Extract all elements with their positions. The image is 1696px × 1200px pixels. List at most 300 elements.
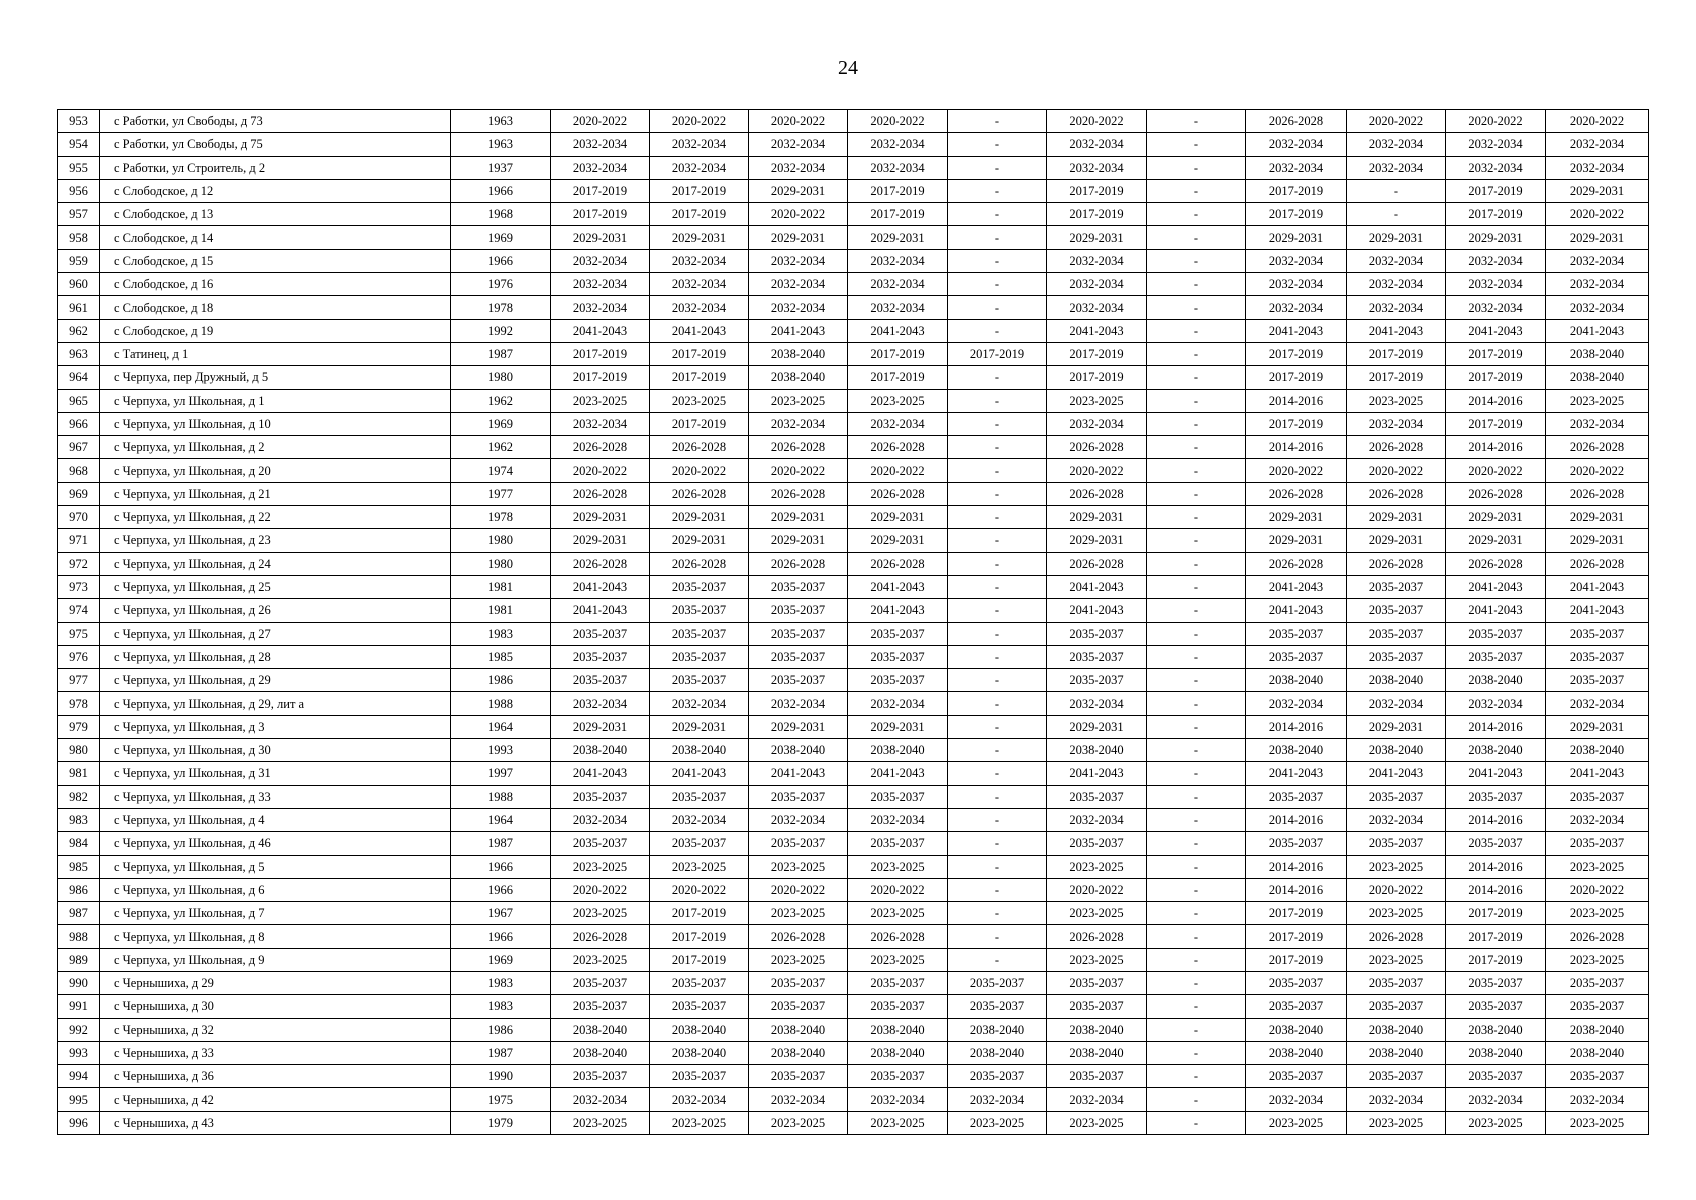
table-row bbox=[58, 156, 1649, 179]
cell-period-8: 2035-2037 bbox=[1246, 785, 1347, 808]
cell-period-3: 2041-2043 bbox=[749, 319, 848, 342]
cell-period-8: 2032-2034 bbox=[1246, 692, 1347, 715]
cell-period-7: - bbox=[1147, 715, 1246, 738]
cell-period-11: 2035-2037 bbox=[1546, 645, 1649, 668]
cell-period-7: - bbox=[1147, 482, 1246, 505]
cell-address: с Черпуха, ул Школьная, д 29, лит а bbox=[100, 692, 451, 715]
table-row bbox=[58, 739, 1649, 762]
cell-period-5: 2038-2040 bbox=[948, 1018, 1047, 1041]
cell-period-1: 2035-2037 bbox=[551, 645, 650, 668]
cell-period-8: 2032-2034 bbox=[1246, 1088, 1347, 1111]
cell-period-7: - bbox=[1147, 133, 1246, 156]
cell-period-6: 2023-2025 bbox=[1047, 948, 1147, 971]
cell-period-6: 2035-2037 bbox=[1047, 669, 1147, 692]
cell-build-year: 1963 bbox=[451, 133, 551, 156]
cell-period-4: 2032-2034 bbox=[848, 156, 948, 179]
cell-period-6: 2026-2028 bbox=[1047, 552, 1147, 575]
cell-period-6: 2032-2034 bbox=[1047, 296, 1147, 319]
cell-row-number: 976 bbox=[58, 645, 100, 668]
cell-period-6: 2026-2028 bbox=[1047, 925, 1147, 948]
cell-period-6: 2032-2034 bbox=[1047, 133, 1147, 156]
cell-period-3: 2035-2037 bbox=[749, 832, 848, 855]
cell-period-3: 2038-2040 bbox=[749, 366, 848, 389]
cell-row-number: 985 bbox=[58, 855, 100, 878]
cell-period-1: 2020-2022 bbox=[551, 878, 650, 901]
cell-row-number: 992 bbox=[58, 1018, 100, 1041]
cell-period-4: 2032-2034 bbox=[848, 692, 948, 715]
cell-period-7: - bbox=[1147, 459, 1246, 482]
cell-period-10: 2026-2028 bbox=[1446, 552, 1546, 575]
cell-period-4: 2023-2025 bbox=[848, 902, 948, 925]
cell-period-8: 2014-2016 bbox=[1246, 808, 1347, 831]
cell-period-9: 2032-2034 bbox=[1347, 133, 1446, 156]
cell-period-7: - bbox=[1147, 762, 1246, 785]
cell-period-10: 2023-2025 bbox=[1446, 1111, 1546, 1134]
cell-period-6: 2035-2037 bbox=[1047, 995, 1147, 1018]
cell-period-10: 2029-2031 bbox=[1446, 226, 1546, 249]
cell-period-10: 2029-2031 bbox=[1446, 506, 1546, 529]
table-row bbox=[58, 366, 1649, 389]
cell-period-3: 2032-2034 bbox=[749, 249, 848, 272]
cell-period-10: 2032-2034 bbox=[1446, 156, 1546, 179]
cell-period-5: - bbox=[948, 902, 1047, 925]
cell-period-4: 2041-2043 bbox=[848, 319, 948, 342]
cell-period-1: 2035-2037 bbox=[551, 995, 650, 1018]
cell-address: с Слободское, д 18 bbox=[100, 296, 451, 319]
cell-build-year: 1969 bbox=[451, 948, 551, 971]
cell-period-9: 2023-2025 bbox=[1347, 902, 1446, 925]
cell-period-10: 2038-2040 bbox=[1446, 1041, 1546, 1064]
cell-period-3: 2038-2040 bbox=[749, 1041, 848, 1064]
cell-period-1: 2029-2031 bbox=[551, 529, 650, 552]
cell-period-8: 2017-2019 bbox=[1246, 412, 1347, 435]
cell-address: с Черпуха, ул Школьная, д 8 bbox=[100, 925, 451, 948]
cell-period-7: - bbox=[1147, 878, 1246, 901]
cell-period-7: - bbox=[1147, 1041, 1246, 1064]
cell-period-6: 2032-2034 bbox=[1047, 808, 1147, 831]
cell-period-7: - bbox=[1147, 739, 1246, 762]
cell-period-9: 2026-2028 bbox=[1347, 552, 1446, 575]
cell-period-7: - bbox=[1147, 389, 1246, 412]
cell-period-10: 2032-2034 bbox=[1446, 133, 1546, 156]
cell-period-2: 2026-2028 bbox=[650, 436, 749, 459]
cell-period-5: - bbox=[948, 832, 1047, 855]
cell-build-year: 1963 bbox=[451, 110, 551, 133]
cell-period-6: 2026-2028 bbox=[1047, 482, 1147, 505]
cell-period-8: 2017-2019 bbox=[1246, 203, 1347, 226]
cell-period-6: 2020-2022 bbox=[1047, 878, 1147, 901]
cell-period-5: - bbox=[948, 226, 1047, 249]
cell-row-number: 972 bbox=[58, 552, 100, 575]
cell-period-5: 2035-2037 bbox=[948, 1065, 1047, 1088]
cell-period-5: - bbox=[948, 319, 1047, 342]
cell-period-5: - bbox=[948, 645, 1047, 668]
cell-period-11: 2023-2025 bbox=[1546, 389, 1649, 412]
cell-period-3: 2032-2034 bbox=[749, 133, 848, 156]
cell-address: с Чернышиха, д 42 bbox=[100, 1088, 451, 1111]
cell-row-number: 967 bbox=[58, 436, 100, 459]
cell-build-year: 1990 bbox=[451, 1065, 551, 1088]
cell-period-5: - bbox=[948, 762, 1047, 785]
cell-period-5: - bbox=[948, 296, 1047, 319]
cell-period-7: - bbox=[1147, 1065, 1246, 1088]
cell-period-4: 2035-2037 bbox=[848, 1065, 948, 1088]
cell-period-8: 2023-2025 bbox=[1246, 1111, 1347, 1134]
cell-period-5: - bbox=[948, 482, 1047, 505]
cell-period-11: 2023-2025 bbox=[1546, 855, 1649, 878]
cell-period-8: 2032-2034 bbox=[1246, 296, 1347, 319]
cell-period-7: - bbox=[1147, 669, 1246, 692]
cell-period-3: 2029-2031 bbox=[749, 226, 848, 249]
cell-period-6: 2029-2031 bbox=[1047, 529, 1147, 552]
cell-build-year: 1968 bbox=[451, 203, 551, 226]
cell-period-6: 2035-2037 bbox=[1047, 785, 1147, 808]
cell-period-11: 2038-2040 bbox=[1546, 1041, 1649, 1064]
cell-period-11: 2032-2034 bbox=[1546, 808, 1649, 831]
cell-period-9: 2035-2037 bbox=[1347, 1065, 1446, 1088]
table-row bbox=[58, 1111, 1649, 1134]
cell-period-7: - bbox=[1147, 785, 1246, 808]
cell-period-6: 2029-2031 bbox=[1047, 506, 1147, 529]
cell-period-8: 2041-2043 bbox=[1246, 575, 1347, 598]
cell-address: с Черпуха, ул Школьная, д 9 bbox=[100, 948, 451, 971]
cell-period-8: 2017-2019 bbox=[1246, 366, 1347, 389]
cell-build-year: 1983 bbox=[451, 995, 551, 1018]
cell-period-11: 2023-2025 bbox=[1546, 902, 1649, 925]
table-row bbox=[58, 715, 1649, 738]
cell-period-11: 2020-2022 bbox=[1546, 459, 1649, 482]
cell-address: с Черпуха, ул Школьная, д 2 bbox=[100, 436, 451, 459]
cell-period-9: 2041-2043 bbox=[1347, 762, 1446, 785]
cell-build-year: 1987 bbox=[451, 1041, 551, 1064]
cell-period-7: - bbox=[1147, 599, 1246, 622]
cell-row-number: 971 bbox=[58, 529, 100, 552]
cell-period-9: 2038-2040 bbox=[1347, 669, 1446, 692]
cell-period-4: 2041-2043 bbox=[848, 575, 948, 598]
cell-period-11: 2038-2040 bbox=[1546, 739, 1649, 762]
cell-period-4: 2020-2022 bbox=[848, 878, 948, 901]
cell-address: с Черпуха, ул Школьная, д 31 bbox=[100, 762, 451, 785]
cell-build-year: 1987 bbox=[451, 342, 551, 365]
cell-period-7: - bbox=[1147, 622, 1246, 645]
cell-period-3: 2038-2040 bbox=[749, 1018, 848, 1041]
cell-period-2: 2038-2040 bbox=[650, 739, 749, 762]
cell-period-9: 2032-2034 bbox=[1347, 692, 1446, 715]
cell-row-number: 995 bbox=[58, 1088, 100, 1111]
cell-period-9: 2020-2022 bbox=[1347, 878, 1446, 901]
cell-row-number: 982 bbox=[58, 785, 100, 808]
cell-period-10: 2038-2040 bbox=[1446, 1018, 1546, 1041]
cell-period-7: - bbox=[1147, 366, 1246, 389]
cell-period-10: 2014-2016 bbox=[1446, 389, 1546, 412]
table-row bbox=[58, 273, 1649, 296]
cell-period-1: 2032-2034 bbox=[551, 412, 650, 435]
cell-period-6: 2038-2040 bbox=[1047, 1018, 1147, 1041]
cell-period-4: 2035-2037 bbox=[848, 971, 948, 994]
cell-build-year: 1981 bbox=[451, 575, 551, 598]
table-row bbox=[58, 249, 1649, 272]
cell-period-9: 2020-2022 bbox=[1347, 110, 1446, 133]
cell-period-6: 2020-2022 bbox=[1047, 459, 1147, 482]
cell-period-2: 2020-2022 bbox=[650, 459, 749, 482]
table-row bbox=[58, 971, 1649, 994]
cell-period-11: 2032-2034 bbox=[1546, 273, 1649, 296]
cell-period-3: 2035-2037 bbox=[749, 785, 848, 808]
cell-period-1: 2032-2034 bbox=[551, 692, 650, 715]
cell-period-10: 2014-2016 bbox=[1446, 808, 1546, 831]
cell-period-5: 2038-2040 bbox=[948, 1041, 1047, 1064]
cell-period-3: 2038-2040 bbox=[749, 342, 848, 365]
cell-period-9: 2029-2031 bbox=[1347, 226, 1446, 249]
cell-period-7: - bbox=[1147, 948, 1246, 971]
cell-period-9: 2038-2040 bbox=[1347, 739, 1446, 762]
cell-address: с Черпуха, ул Школьная, д 21 bbox=[100, 482, 451, 505]
cell-address: с Работки, ул Свободы, д 73 bbox=[100, 110, 451, 133]
cell-period-2: 2035-2037 bbox=[650, 971, 749, 994]
cell-period-9: 2035-2037 bbox=[1347, 971, 1446, 994]
cell-build-year: 1964 bbox=[451, 715, 551, 738]
cell-period-11: 2038-2040 bbox=[1546, 366, 1649, 389]
cell-period-7: - bbox=[1147, 1018, 1246, 1041]
cell-period-1: 2026-2028 bbox=[551, 436, 650, 459]
cell-build-year: 1966 bbox=[451, 179, 551, 202]
cell-build-year: 1978 bbox=[451, 506, 551, 529]
cell-address: с Черпуха, ул Школьная, д 33 bbox=[100, 785, 451, 808]
cell-period-5: - bbox=[948, 133, 1047, 156]
cell-row-number: 977 bbox=[58, 669, 100, 692]
cell-build-year: 1983 bbox=[451, 971, 551, 994]
cell-period-3: 2029-2031 bbox=[749, 506, 848, 529]
cell-period-5: 2035-2037 bbox=[948, 971, 1047, 994]
cell-period-7: - bbox=[1147, 273, 1246, 296]
cell-address: с Черпуха, ул Школьная, д 6 bbox=[100, 878, 451, 901]
cell-period-3: 2035-2037 bbox=[749, 971, 848, 994]
cell-period-6: 2041-2043 bbox=[1047, 575, 1147, 598]
cell-period-9: 2032-2034 bbox=[1347, 808, 1446, 831]
cell-period-7: - bbox=[1147, 575, 1246, 598]
cell-period-9: 2023-2025 bbox=[1347, 389, 1446, 412]
cell-period-8: 2017-2019 bbox=[1246, 925, 1347, 948]
cell-period-11: 2026-2028 bbox=[1546, 552, 1649, 575]
cell-period-9: 2029-2031 bbox=[1347, 715, 1446, 738]
cell-period-1: 2038-2040 bbox=[551, 739, 650, 762]
cell-period-8: 2017-2019 bbox=[1246, 948, 1347, 971]
cell-period-5: - bbox=[948, 412, 1047, 435]
cell-period-8: 2041-2043 bbox=[1246, 762, 1347, 785]
cell-period-3: 2023-2025 bbox=[749, 389, 848, 412]
cell-period-1: 2035-2037 bbox=[551, 785, 650, 808]
cell-period-5: - bbox=[948, 529, 1047, 552]
cell-period-4: 2023-2025 bbox=[848, 1111, 948, 1134]
cell-period-6: 2026-2028 bbox=[1047, 436, 1147, 459]
table-row bbox=[58, 575, 1649, 598]
cell-row-number: 973 bbox=[58, 575, 100, 598]
cell-period-5: - bbox=[948, 855, 1047, 878]
cell-period-8: 2017-2019 bbox=[1246, 179, 1347, 202]
cell-period-7: - bbox=[1147, 226, 1246, 249]
cell-period-9: 2035-2037 bbox=[1347, 599, 1446, 622]
cell-build-year: 1980 bbox=[451, 529, 551, 552]
cell-period-7: - bbox=[1147, 1088, 1246, 1111]
table-row bbox=[58, 902, 1649, 925]
cell-build-year: 1985 bbox=[451, 645, 551, 668]
cell-period-9: 2032-2034 bbox=[1347, 156, 1446, 179]
cell-address: с Черпуха, ул Школьная, д 7 bbox=[100, 902, 451, 925]
cell-period-5: - bbox=[948, 692, 1047, 715]
cell-address: с Чернышиха, д 36 bbox=[100, 1065, 451, 1088]
cell-period-4: 2023-2025 bbox=[848, 389, 948, 412]
cell-period-11: 2020-2022 bbox=[1546, 878, 1649, 901]
cell-period-3: 2035-2037 bbox=[749, 599, 848, 622]
cell-period-8: 2029-2031 bbox=[1246, 529, 1347, 552]
cell-address: с Чернышиха, д 33 bbox=[100, 1041, 451, 1064]
cell-period-5: - bbox=[948, 389, 1047, 412]
cell-period-10: 2014-2016 bbox=[1446, 878, 1546, 901]
cell-period-1: 2032-2034 bbox=[551, 156, 650, 179]
cell-period-6: 2032-2034 bbox=[1047, 273, 1147, 296]
cell-period-6: 2023-2025 bbox=[1047, 855, 1147, 878]
cell-period-2: 2041-2043 bbox=[650, 319, 749, 342]
cell-period-6: 2017-2019 bbox=[1047, 366, 1147, 389]
cell-period-7: - bbox=[1147, 342, 1246, 365]
cell-period-4: 2026-2028 bbox=[848, 925, 948, 948]
cell-row-number: 988 bbox=[58, 925, 100, 948]
cell-build-year: 1980 bbox=[451, 552, 551, 575]
cell-period-2: 2017-2019 bbox=[650, 412, 749, 435]
cell-period-9: 2035-2037 bbox=[1347, 995, 1446, 1018]
cell-address: с Черпуха, ул Школьная, д 25 bbox=[100, 575, 451, 598]
cell-period-4: 2017-2019 bbox=[848, 179, 948, 202]
cell-period-2: 2020-2022 bbox=[650, 878, 749, 901]
cell-build-year: 1986 bbox=[451, 1018, 551, 1041]
cell-period-3: 2023-2025 bbox=[749, 948, 848, 971]
cell-period-8: 2014-2016 bbox=[1246, 715, 1347, 738]
cell-period-3: 2035-2037 bbox=[749, 575, 848, 598]
table-row bbox=[58, 133, 1649, 156]
cell-period-4: 2020-2022 bbox=[848, 110, 948, 133]
cell-period-5: - bbox=[948, 110, 1047, 133]
cell-row-number: 970 bbox=[58, 506, 100, 529]
table-row bbox=[58, 645, 1649, 668]
table-row bbox=[58, 179, 1649, 202]
cell-address: с Черпуха, ул Школьная, д 46 bbox=[100, 832, 451, 855]
cell-period-8: 2035-2037 bbox=[1246, 1065, 1347, 1088]
cell-row-number: 975 bbox=[58, 622, 100, 645]
cell-period-1: 2041-2043 bbox=[551, 762, 650, 785]
cell-build-year: 1975 bbox=[451, 1088, 551, 1111]
table-row bbox=[58, 1065, 1649, 1088]
table-row bbox=[58, 948, 1649, 971]
cell-period-11: 2029-2031 bbox=[1546, 179, 1649, 202]
cell-row-number: 981 bbox=[58, 762, 100, 785]
cell-period-3: 2026-2028 bbox=[749, 925, 848, 948]
cell-period-7: - bbox=[1147, 156, 1246, 179]
cell-period-8: 2017-2019 bbox=[1246, 342, 1347, 365]
cell-period-3: 2023-2025 bbox=[749, 855, 848, 878]
cell-build-year: 1967 bbox=[451, 902, 551, 925]
cell-address: с Черпуха, ул Школьная, д 27 bbox=[100, 622, 451, 645]
cell-period-11: 2032-2034 bbox=[1546, 249, 1649, 272]
cell-period-6: 2017-2019 bbox=[1047, 179, 1147, 202]
cell-period-9: 2035-2037 bbox=[1347, 832, 1446, 855]
cell-period-1: 2023-2025 bbox=[551, 855, 650, 878]
cell-period-1: 2023-2025 bbox=[551, 389, 650, 412]
cell-address: с Чернышиха, д 43 bbox=[100, 1111, 451, 1134]
cell-period-8: 2014-2016 bbox=[1246, 389, 1347, 412]
cell-period-5: - bbox=[948, 436, 1047, 459]
table-row bbox=[58, 552, 1649, 575]
cell-period-2: 2035-2037 bbox=[650, 599, 749, 622]
cell-period-6: 2041-2043 bbox=[1047, 762, 1147, 785]
cell-build-year: 1979 bbox=[451, 1111, 551, 1134]
cell-period-5: - bbox=[948, 366, 1047, 389]
page-number: 24 bbox=[838, 57, 858, 79]
cell-period-4: 2017-2019 bbox=[848, 366, 948, 389]
cell-period-6: 2023-2025 bbox=[1047, 902, 1147, 925]
cell-period-8: 2038-2040 bbox=[1246, 1018, 1347, 1041]
table-row bbox=[58, 995, 1649, 1018]
cell-period-9: 2032-2034 bbox=[1347, 249, 1446, 272]
cell-period-2: 2035-2037 bbox=[650, 575, 749, 598]
cell-period-5: - bbox=[948, 156, 1047, 179]
cell-period-9: 2017-2019 bbox=[1347, 366, 1446, 389]
cell-period-2: 2035-2037 bbox=[650, 645, 749, 668]
cell-address: с Черпуха, ул Школьная, д 22 bbox=[100, 506, 451, 529]
cell-period-9: 2023-2025 bbox=[1347, 855, 1446, 878]
cell-period-10: 2032-2034 bbox=[1446, 296, 1546, 319]
cell-period-7: - bbox=[1147, 412, 1246, 435]
cell-period-2: 2032-2034 bbox=[650, 692, 749, 715]
cell-period-2: 2038-2040 bbox=[650, 1018, 749, 1041]
cell-build-year: 1983 bbox=[451, 622, 551, 645]
cell-period-4: 2026-2028 bbox=[848, 436, 948, 459]
cell-period-1: 2023-2025 bbox=[551, 1111, 650, 1134]
cell-period-5: 2017-2019 bbox=[948, 342, 1047, 365]
cell-period-1: 2017-2019 bbox=[551, 203, 650, 226]
table-row bbox=[58, 529, 1649, 552]
cell-period-2: 2029-2031 bbox=[650, 715, 749, 738]
cell-row-number: 991 bbox=[58, 995, 100, 1018]
cell-address: с Черпуха, ул Школьная, д 10 bbox=[100, 412, 451, 435]
cell-period-3: 2035-2037 bbox=[749, 1065, 848, 1088]
cell-period-3: 2023-2025 bbox=[749, 902, 848, 925]
cell-row-number: 957 bbox=[58, 203, 100, 226]
cell-period-3: 2029-2031 bbox=[749, 529, 848, 552]
cell-period-2: 2035-2037 bbox=[650, 832, 749, 855]
cell-build-year: 1966 bbox=[451, 249, 551, 272]
cell-period-2: 2023-2025 bbox=[650, 389, 749, 412]
cell-period-10: 2035-2037 bbox=[1446, 645, 1546, 668]
table-row bbox=[58, 506, 1649, 529]
cell-period-1: 2017-2019 bbox=[551, 342, 650, 365]
cell-period-4: 2032-2034 bbox=[848, 296, 948, 319]
cell-address: с Черпуха, ул Школьная, д 28 bbox=[100, 645, 451, 668]
table-row bbox=[58, 412, 1649, 435]
table-row bbox=[58, 669, 1649, 692]
cell-period-9: 2020-2022 bbox=[1347, 459, 1446, 482]
cell-address: с Черпуха, ул Школьная, д 3 bbox=[100, 715, 451, 738]
cell-period-10: 2017-2019 bbox=[1446, 366, 1546, 389]
cell-address: с Чернышиха, д 30 bbox=[100, 995, 451, 1018]
cell-address: с Работки, ул Свободы, д 75 bbox=[100, 133, 451, 156]
cell-period-2: 2041-2043 bbox=[650, 762, 749, 785]
cell-period-9: 2032-2034 bbox=[1347, 1088, 1446, 1111]
table-row bbox=[58, 389, 1649, 412]
cell-period-2: 2017-2019 bbox=[650, 366, 749, 389]
cell-period-3: 2032-2034 bbox=[749, 1088, 848, 1111]
cell-period-2: 2035-2037 bbox=[650, 1065, 749, 1088]
table-row bbox=[58, 1018, 1649, 1041]
